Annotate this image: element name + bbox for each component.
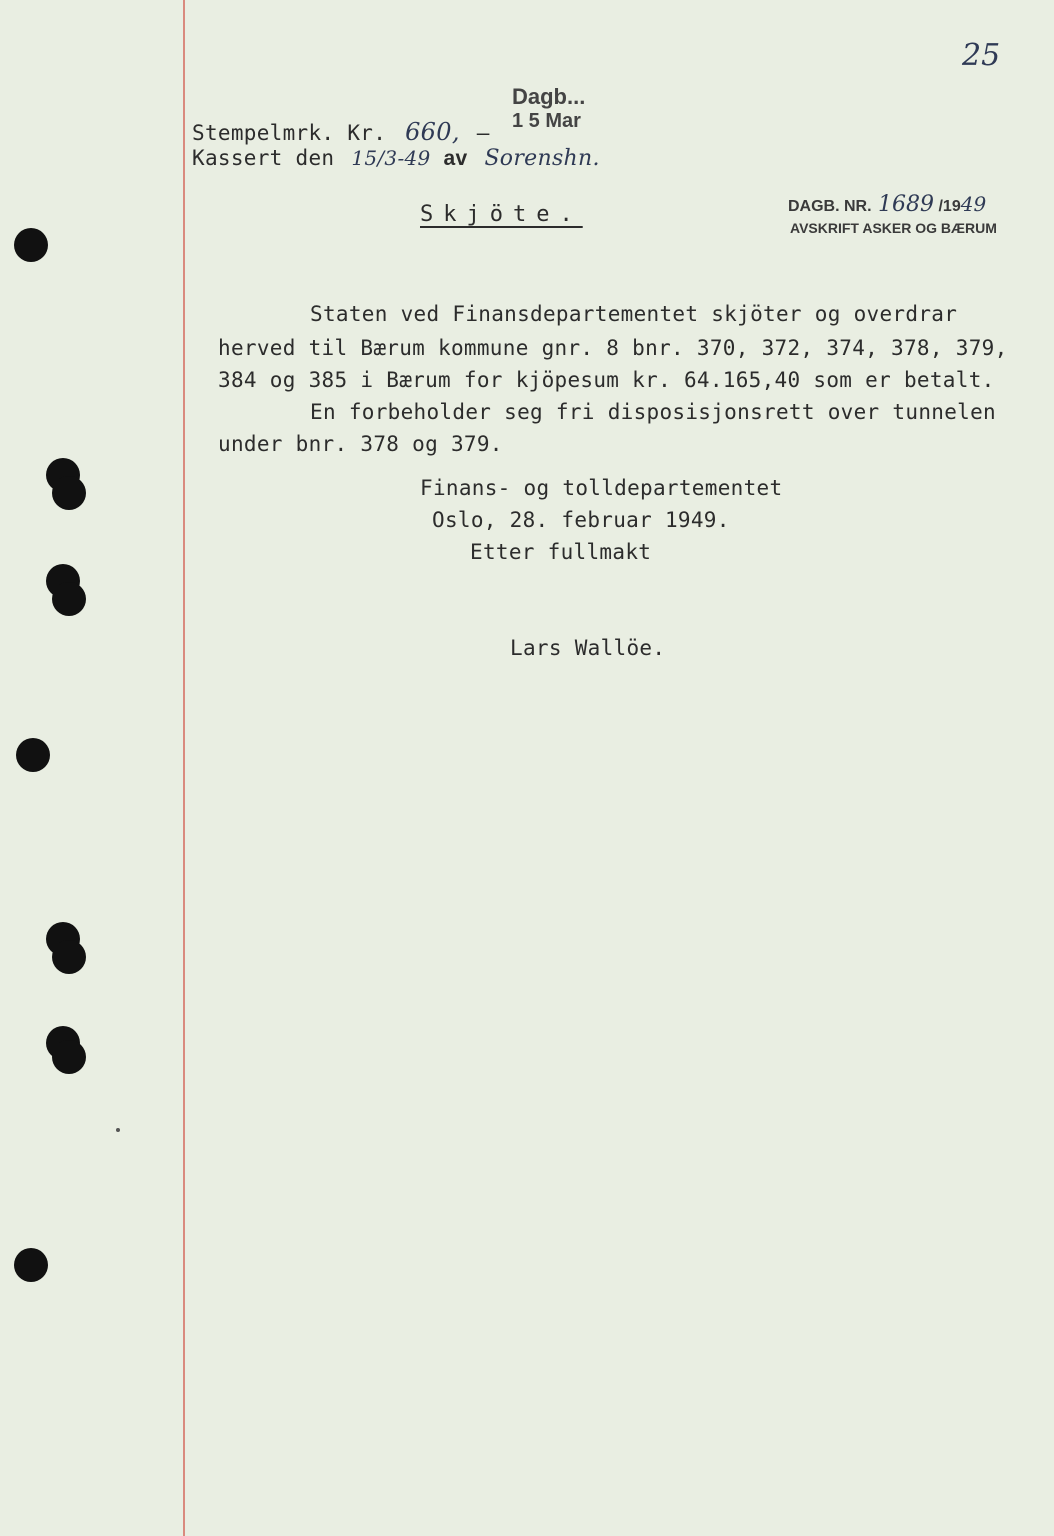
stamp-duty-line: [192, 118, 490, 146]
registry-office: AVSKRIFT ASKER OG BÆRUM: [790, 220, 997, 236]
cancellation-by-label: av: [443, 147, 468, 170]
body-line-3: 384 og 385 i Bærum for kjöpesum kr. 64.165,40 som er betalt.: [218, 368, 995, 392]
registry-number: 1689: [878, 192, 935, 217]
issuing-department: Finans- og tolldepartementet: [420, 476, 783, 500]
cancellation-line: [192, 146, 600, 171]
page-number: 25: [962, 38, 1001, 73]
received-stamp-date-text: 1 5 Mar: [512, 110, 581, 132]
stamp-duty-amount: 660,: [405, 118, 460, 146]
received-stamp: [512, 84, 585, 110]
cancellation-date: 15/3-49: [351, 146, 431, 170]
ink-speck: [116, 1128, 120, 1132]
body-line-2: herved til Bærum kommune gnr. 8 bnr. 370, 372, 374, 378, 379,: [218, 336, 1008, 360]
received-stamp-date: [512, 110, 581, 133]
cancellation-by-name: Sorenshn.: [484, 146, 600, 171]
received-stamp-top: Dagb...: [512, 84, 586, 109]
punch-hole: [52, 476, 86, 510]
authority-line: Etter fullmakt: [470, 540, 652, 564]
body-line-4: En forbeholder seg fri disposisjonsrett over tunnelen: [310, 400, 996, 424]
registry-year-prefix: /19: [938, 198, 961, 215]
signatory-name: Lars Wallöe.: [510, 636, 666, 660]
punch-hole: [52, 582, 86, 616]
registry-year: 49: [960, 192, 987, 216]
place-and-date: Oslo, 28. februar 1949.: [432, 508, 730, 532]
margin-rule: [183, 0, 185, 1536]
cancellation-label: Kassert den: [192, 146, 335, 170]
registry-stamp-line2: [790, 220, 997, 236]
punch-hole: [14, 1248, 48, 1282]
punch-hole: [52, 940, 86, 974]
stamp-duty-dash: –: [476, 121, 490, 145]
registry-stamp-line1: [788, 192, 986, 217]
stamp-duty-label: Stempelmrk. Kr.: [192, 121, 387, 145]
body-line-5: under bnr. 378 og 379.: [218, 432, 503, 456]
document-title: Skjöte.: [420, 202, 583, 227]
registry-label: DAGB. NR.: [788, 198, 872, 215]
body-line-1: Staten ved Finansdepartementet skjöter og overdrar: [310, 302, 958, 326]
punch-hole: [14, 228, 48, 262]
punch-hole: [52, 1040, 86, 1074]
punch-hole: [16, 738, 50, 772]
